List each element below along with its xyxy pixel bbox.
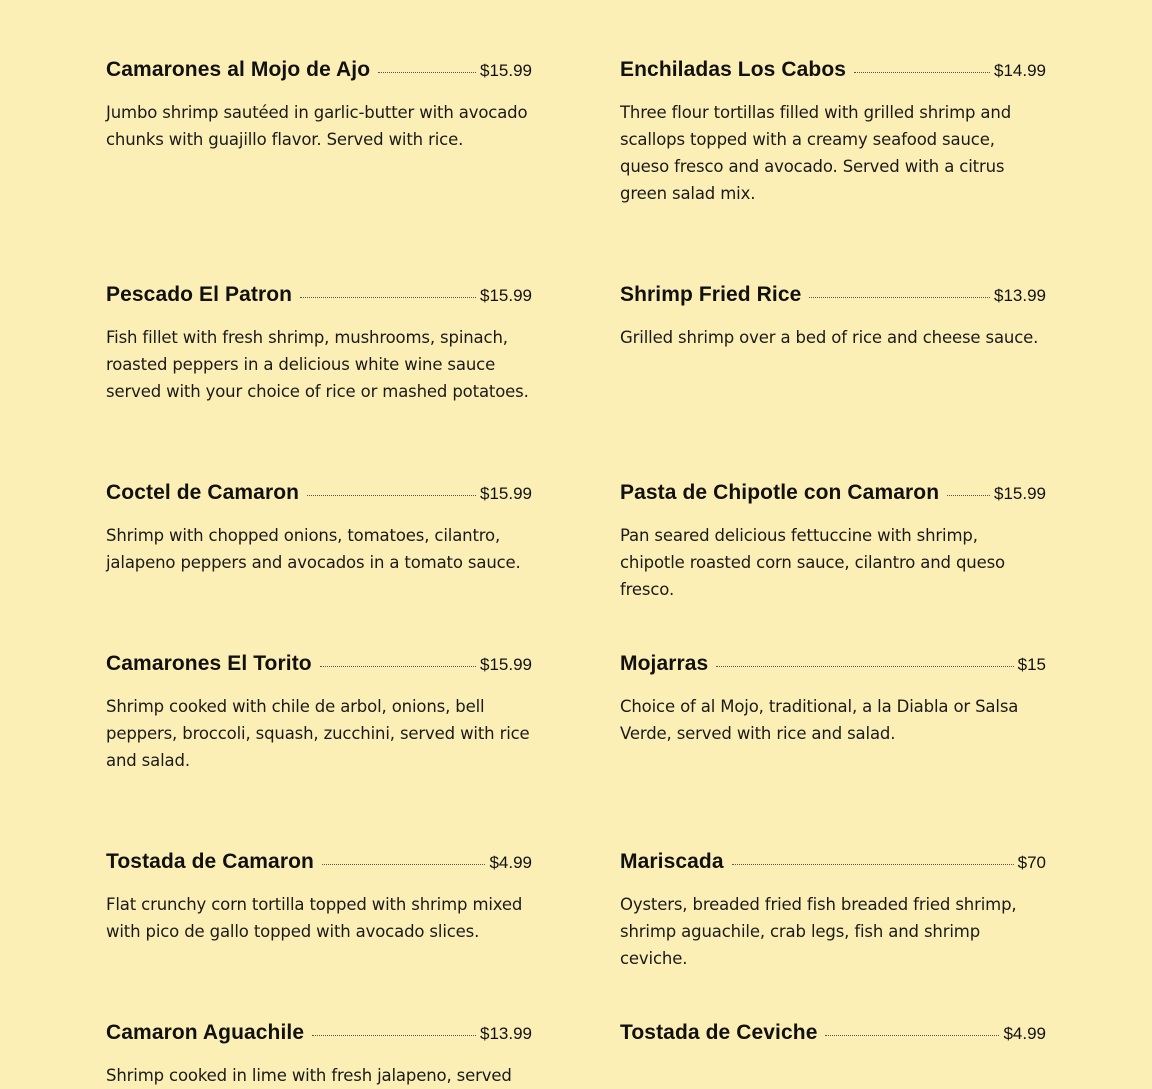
menu-item-price: $15.99 <box>480 61 532 80</box>
menu-item-name: Shrimp Fried Rice <box>620 283 802 306</box>
menu-item-header <box>106 481 532 511</box>
menu-item-description: Jumbo shrimp sautéed in garlic-butter with avocado chunks with guajillo flavor. Served with rice. <box>106 103 528 149</box>
menu-item-name: Mariscada <box>620 850 724 873</box>
menu-item-name: Mojarras <box>620 652 709 675</box>
menu-item-name: Tostada de Ceviche <box>620 1021 818 1044</box>
menu-item-header <box>620 283 1046 313</box>
menu-item-price: $4.99 <box>489 853 532 872</box>
menu-item-name: Camarones al Mojo de Ajo <box>106 58 371 81</box>
menu-item-name: Pescado El Patron <box>106 283 293 306</box>
menu-item-price: $13.99 <box>480 1024 532 1043</box>
menu-item-camarones-el-torito <box>106 652 532 774</box>
menu-item-header <box>620 652 1046 682</box>
menu-item-description: Shrimp cooked with chile de arbol, onions, bell peppers, broccoli, squash, zucchini, served with rice and salad. <box>106 697 530 770</box>
menu-item-mojarras <box>620 652 1046 747</box>
dotted-leader <box>378 72 476 73</box>
dotted-leader <box>300 297 476 298</box>
menu-item-description: Shrimp with chopped onions, tomatoes, cilantro, jalapeno peppers and avocados in a tomato sauce. <box>106 526 521 572</box>
menu-item-price: $4.99 <box>1003 1024 1046 1043</box>
menu-item-description: Three flour tortillas filled with grilled shrimp and scallops topped with a creamy seafood sauce, queso fresco and avocado. Served with a citrus green salad mix. <box>620 103 1012 203</box>
dotted-leader <box>320 666 476 667</box>
menu-item-pescado-el-patron <box>106 283 532 405</box>
dotted-leader <box>825 1035 999 1036</box>
menu-item-description: Choice of al Mojo, traditional, a la Diabla or Salsa Verde, served with rice and salad. <box>620 697 1019 743</box>
menu-item-price: $70 <box>1017 853 1046 872</box>
dotted-leader <box>322 864 485 865</box>
menu-item-description: Flat crunchy corn tortilla topped with shrimp mixed with pico de gallo topped with avocado slices. <box>106 895 523 941</box>
menu-item-header <box>106 850 532 880</box>
menu-item-price: $13.99 <box>994 286 1046 305</box>
menu-item-name: Coctel de Camaron <box>106 481 300 504</box>
dotted-leader <box>312 1035 476 1036</box>
menu-item-header <box>106 652 532 682</box>
dotted-leader <box>809 297 990 298</box>
menu-item-name: Pasta de Chipotle con Camaron <box>620 481 940 504</box>
menu-item-header <box>620 58 1046 88</box>
dotted-leader <box>854 72 990 73</box>
menu-item-description: Grilled shrimp over a bed of rice and cheese sauce. <box>620 328 1039 347</box>
menu-item-tostada-de-ceviche <box>620 1021 1046 1062</box>
menu-item-price: $15.99 <box>480 655 532 674</box>
dotted-leader <box>716 666 1013 667</box>
menu-item-header <box>620 1021 1046 1051</box>
menu-item-name: Tostada de Camaron <box>106 850 314 873</box>
dotted-leader <box>947 495 990 496</box>
menu-item-name: Camarones El Torito <box>106 652 312 675</box>
menu-item-price: $15.99 <box>480 286 532 305</box>
menu-item-name: Enchiladas Los Cabos <box>620 58 847 81</box>
menu-item-header <box>106 1021 532 1051</box>
menu-item-price: $15 <box>1017 655 1046 674</box>
dotted-leader <box>732 864 1014 865</box>
menu-item-camarones-al-mojo-de-ajo <box>106 58 532 153</box>
menu-item-header <box>620 481 1046 511</box>
menu-item-price: $15.99 <box>994 484 1046 503</box>
menu-item-price: $14.99 <box>994 61 1046 80</box>
menu-item-header <box>106 58 532 88</box>
menu-item-header <box>620 850 1046 880</box>
menu-item-tostada-de-camaron <box>106 850 532 945</box>
menu-item-price: $15.99 <box>480 484 532 503</box>
menu-item-description: Pan seared delicious fettuccine with shrimp, chipotle roasted corn sauce, cilantro and queso fresco. <box>620 526 1005 599</box>
menu-item-enchiladas-los-cabos <box>620 58 1046 207</box>
menu-item-coctel-de-camaron <box>106 481 532 576</box>
menu-item-description: Oysters, breaded fried fish breaded fried shrimp, shrimp aguachile, crab legs, fish and shrimp ceviche. <box>620 895 1017 968</box>
menu-item-camaron-aguachile <box>106 1021 532 1089</box>
menu-item-name: Camaron Aguachile <box>106 1021 305 1044</box>
dotted-leader <box>307 495 476 496</box>
menu-item-shrimp-fried-rice <box>620 283 1046 351</box>
menu-item-mariscada <box>620 850 1046 972</box>
menu-item-pasta-de-chipotle-con-camaron <box>620 481 1046 603</box>
menu-item-description: Fish fillet with fresh shrimp, mushrooms, spinach, roasted peppers in a delicious white wine sauce served with your choice of rice or mashed potatoes. <box>106 328 529 401</box>
menu-item-header <box>106 283 532 313</box>
menu-item-description: Shrimp cooked in lime with fresh jalapeno, served <box>106 1066 512 1085</box>
